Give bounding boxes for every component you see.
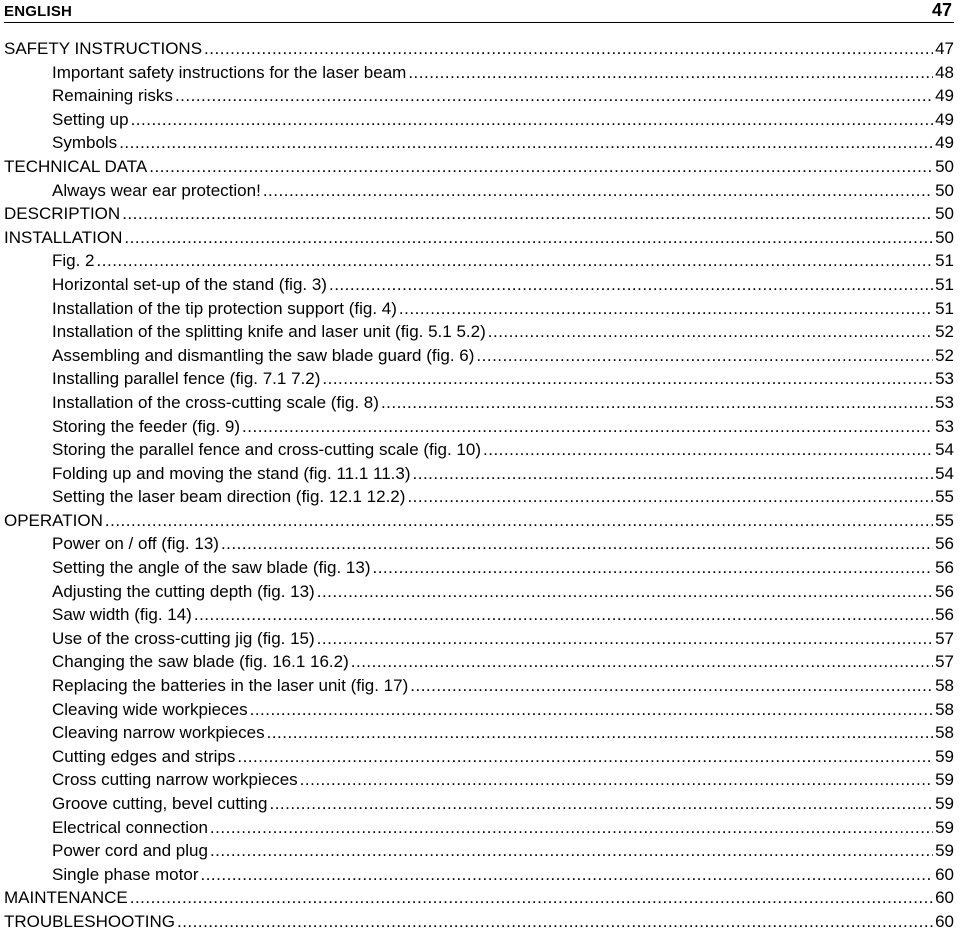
toc-entry-page: 54	[935, 440, 954, 460]
toc-dot-leader	[250, 698, 933, 722]
toc-entry[interactable]	[4, 886, 954, 910]
toc-dot-leader	[476, 344, 933, 368]
toc-entry-page: 59	[935, 746, 954, 766]
toc-dot-leader	[175, 84, 933, 108]
toc-entry-title: Installation of the splitting knife and laser unit (fig. 5.1 5.2)	[52, 322, 486, 342]
toc-entry-title: Adjusting the cutting depth (fig. 13)	[52, 581, 315, 601]
toc-entry-page: 47	[935, 39, 954, 58]
toc-dot-leader	[149, 155, 933, 179]
toc-entry-title: Folding up and moving the stand (fig. 11.1 11.3)	[52, 463, 411, 483]
toc-entry-page: 53	[935, 416, 954, 436]
toc-dot-leader	[177, 910, 933, 934]
toc-entry-page: 51	[935, 251, 954, 271]
toc-entry-title: Always wear ear protection!	[52, 180, 261, 200]
toc-entry[interactable]	[4, 556, 954, 580]
toc-entry-title: Storing the parallel fence and cross-cutting scale (fig. 10)	[52, 440, 482, 460]
toc-entry-page: 55	[935, 487, 954, 507]
toc-entry-page: 59	[935, 794, 954, 813]
toc-entry-page: 60	[935, 911, 954, 931]
toc-entry-title: Single phase motor	[52, 864, 199, 884]
toc-entry-page: 54	[935, 463, 954, 483]
toc-entry-title: Electrical connection	[52, 817, 208, 837]
toc-entry-page: 57	[935, 652, 954, 672]
toc-entry-title: Setting up	[52, 109, 129, 129]
toc-entry-page: 57	[935, 628, 954, 648]
toc-entry[interactable]	[4, 863, 954, 887]
toc-entry[interactable]	[4, 745, 954, 769]
toc-entry-title: SAFETY INSTRUCTIONS	[4, 39, 203, 58]
toc-entry-page: 51	[935, 298, 954, 318]
toc-dot-leader	[322, 367, 933, 391]
toc-entry[interactable]	[4, 320, 954, 344]
toc-entry-title: Replacing the batteries in the laser unit (fig. 17)	[52, 676, 409, 696]
toc-entry-title: Symbols	[52, 133, 118, 153]
toc-entry[interactable]	[4, 226, 954, 250]
toc-entry[interactable]	[4, 603, 954, 627]
toc-entry-page: 52	[935, 322, 954, 342]
toc-entry[interactable]	[4, 273, 954, 297]
toc-entry-page: 52	[935, 345, 954, 365]
toc-dot-leader	[267, 721, 933, 745]
toc-dot-leader	[399, 297, 933, 321]
toc-entry[interactable]	[4, 768, 954, 792]
toc-dot-leader	[351, 650, 933, 674]
toc-dot-leader	[407, 485, 933, 509]
toc-entry-title: DESCRIPTION	[4, 204, 121, 224]
toc-dot-leader	[413, 462, 934, 486]
toc-dot-leader	[131, 108, 934, 132]
toc-entry-page: 51	[935, 274, 954, 294]
toc-entry[interactable]	[4, 509, 954, 533]
toc-entry-page: 60	[935, 888, 954, 908]
toc-dot-leader	[242, 415, 933, 439]
toc-dot-leader	[130, 886, 933, 910]
toc-entry-page: 49	[935, 86, 954, 106]
toc-entry-page: 50	[935, 204, 954, 224]
toc-entry-page: 59	[935, 817, 954, 837]
toc-entry-title: Setting the laser beam direction (fig. 12.1 12.2)	[52, 487, 406, 507]
toc-entry[interactable]	[4, 462, 954, 486]
toc-dot-leader	[210, 816, 933, 840]
toc-dot-leader	[488, 320, 933, 344]
toc-entry-page: 56	[935, 558, 954, 578]
toc-entry-page: 50	[935, 156, 954, 176]
toc-entry-title: Saw width (fig. 14)	[52, 605, 192, 625]
toc-entry[interactable]	[4, 839, 954, 863]
toc-entry-title: Changing the saw blade (fig. 16.1 16.2)	[52, 652, 349, 672]
toc-entry-title: TECHNICAL DATA	[4, 156, 148, 176]
toc-dot-leader	[200, 863, 933, 887]
toc-entry-title: INSTALLATION	[4, 227, 123, 247]
toc-entry-page: 56	[935, 534, 954, 554]
toc-entry-page: 59	[935, 841, 954, 861]
toc-entry[interactable]	[4, 792, 954, 816]
toc-entry[interactable]	[4, 84, 954, 108]
toc-entry-page: 59	[935, 770, 954, 790]
toc-entry-title: OPERATION	[4, 510, 103, 530]
toc-entry[interactable]	[4, 485, 954, 509]
toc-entry[interactable]	[4, 297, 954, 321]
toc-dot-leader	[317, 580, 933, 604]
toc-entry-title: Remaining risks	[52, 86, 173, 106]
toc-dot-leader	[408, 61, 933, 85]
toc-entry[interactable]	[4, 37, 954, 61]
toc-dot-leader	[269, 792, 933, 816]
toc-entry[interactable]	[4, 580, 954, 604]
toc-entry-title: Cleaving wide workpieces	[52, 699, 248, 719]
toc-entry-page: 56	[935, 605, 954, 625]
toc-dot-leader	[204, 37, 933, 61]
toc-entry-title: Fig. 2	[52, 251, 95, 271]
toc-entry[interactable]	[4, 627, 954, 651]
toc-entry-title: Important safety instructions for the laser beam	[52, 62, 407, 82]
toc-entry[interactable]	[4, 698, 954, 722]
table-of-contents	[4, 37, 954, 934]
toc-entry[interactable]	[4, 532, 954, 556]
toc-dot-leader	[122, 202, 933, 226]
toc-entry[interactable]	[4, 816, 954, 840]
toc-dot-leader	[97, 249, 934, 273]
toc-dot-leader	[317, 627, 933, 651]
toc-entry-title: MAINTENANCE	[4, 888, 128, 908]
toc-entry-title: Use of the cross-cutting jig (fig. 15)	[52, 628, 315, 648]
toc-entry-title: Storing the feeder (fig. 9)	[52, 416, 241, 436]
toc-dot-leader	[483, 438, 933, 462]
toc-entry-page: 55	[935, 510, 954, 530]
toc-dot-leader	[263, 179, 933, 203]
toc-dot-leader	[119, 131, 933, 155]
toc-entry-title: Groove cutting, bevel cutting	[52, 794, 268, 813]
toc-dot-leader	[381, 391, 933, 415]
toc-entry-title: Assembling and dismantling the saw blade guard (fig. 6)	[52, 345, 475, 365]
toc-entry-title: Cross cutting narrow workpieces	[52, 770, 298, 790]
toc-dot-leader	[124, 226, 933, 250]
toc-dot-leader	[372, 556, 933, 580]
toc-entry-title: Installation of the cross-cutting scale (fig. 8)	[52, 392, 379, 412]
toc-entry[interactable]	[4, 344, 954, 368]
toc-entry[interactable]	[4, 910, 954, 934]
toc-entry-page: 48	[935, 62, 954, 82]
toc-entry[interactable]	[4, 61, 954, 85]
toc-entry-page: 50	[935, 180, 954, 200]
toc-entry-title: Setting the angle of the saw blade (fig. 13)	[52, 558, 371, 578]
toc-entry-title: Power on / off (fig. 13)	[52, 534, 219, 554]
toc-entry[interactable]	[4, 438, 954, 462]
toc-entry[interactable]	[4, 367, 954, 391]
toc-entry-title: Power cord and plug	[52, 841, 208, 861]
toc-entry-page: 49	[935, 109, 954, 129]
toc-dot-leader	[194, 603, 933, 627]
toc-dot-leader	[329, 273, 933, 297]
toc-entry-title: Horizontal set-up of the stand (fig. 3)	[52, 274, 327, 294]
toc-entry[interactable]	[4, 415, 954, 439]
toc-entry-title: Installation of the tip protection support (fig. 4)	[52, 298, 397, 318]
toc-entry-page: 56	[935, 581, 954, 601]
toc-entry-page: 58	[935, 723, 954, 743]
toc-entry[interactable]	[4, 249, 954, 273]
toc-dot-leader	[300, 768, 933, 792]
toc-dot-leader	[410, 674, 933, 698]
toc-entry-title: Cleaving narrow workpieces	[52, 723, 265, 743]
toc-entry[interactable]	[4, 179, 954, 203]
toc-entry-page: 49	[935, 133, 954, 153]
toc-entry-page: 53	[935, 369, 954, 389]
header-title: ENGLISH	[4, 3, 73, 20]
toc-entry-title: TROUBLESHOOTING	[4, 911, 175, 931]
toc-entry-page: 60	[935, 864, 954, 884]
toc-entry[interactable]	[4, 202, 954, 226]
toc-entry-title: Cutting edges and strips	[52, 746, 236, 766]
toc-entry-page: 53	[935, 392, 954, 412]
toc-entry[interactable]	[4, 391, 954, 415]
toc-entry[interactable]	[4, 721, 954, 745]
header-page-number: 47	[931, 0, 952, 20]
toc-dot-leader	[210, 839, 933, 863]
toc-entry[interactable]	[4, 650, 954, 674]
toc-entry[interactable]	[4, 108, 954, 132]
toc-dot-leader	[237, 745, 933, 769]
toc-entry[interactable]	[4, 674, 954, 698]
toc-entry-page: 58	[935, 676, 954, 696]
toc-dot-leader	[221, 532, 933, 556]
toc-entry-title: Installing parallel fence (fig. 7.1 7.2)	[52, 369, 321, 389]
toc-entry[interactable]	[4, 131, 954, 155]
toc-entry-page: 58	[935, 699, 954, 719]
toc-entry-page: 50	[935, 227, 954, 247]
toc-dot-leader	[105, 509, 933, 533]
page-header	[4, 0, 954, 23]
toc-entry[interactable]	[4, 155, 954, 179]
